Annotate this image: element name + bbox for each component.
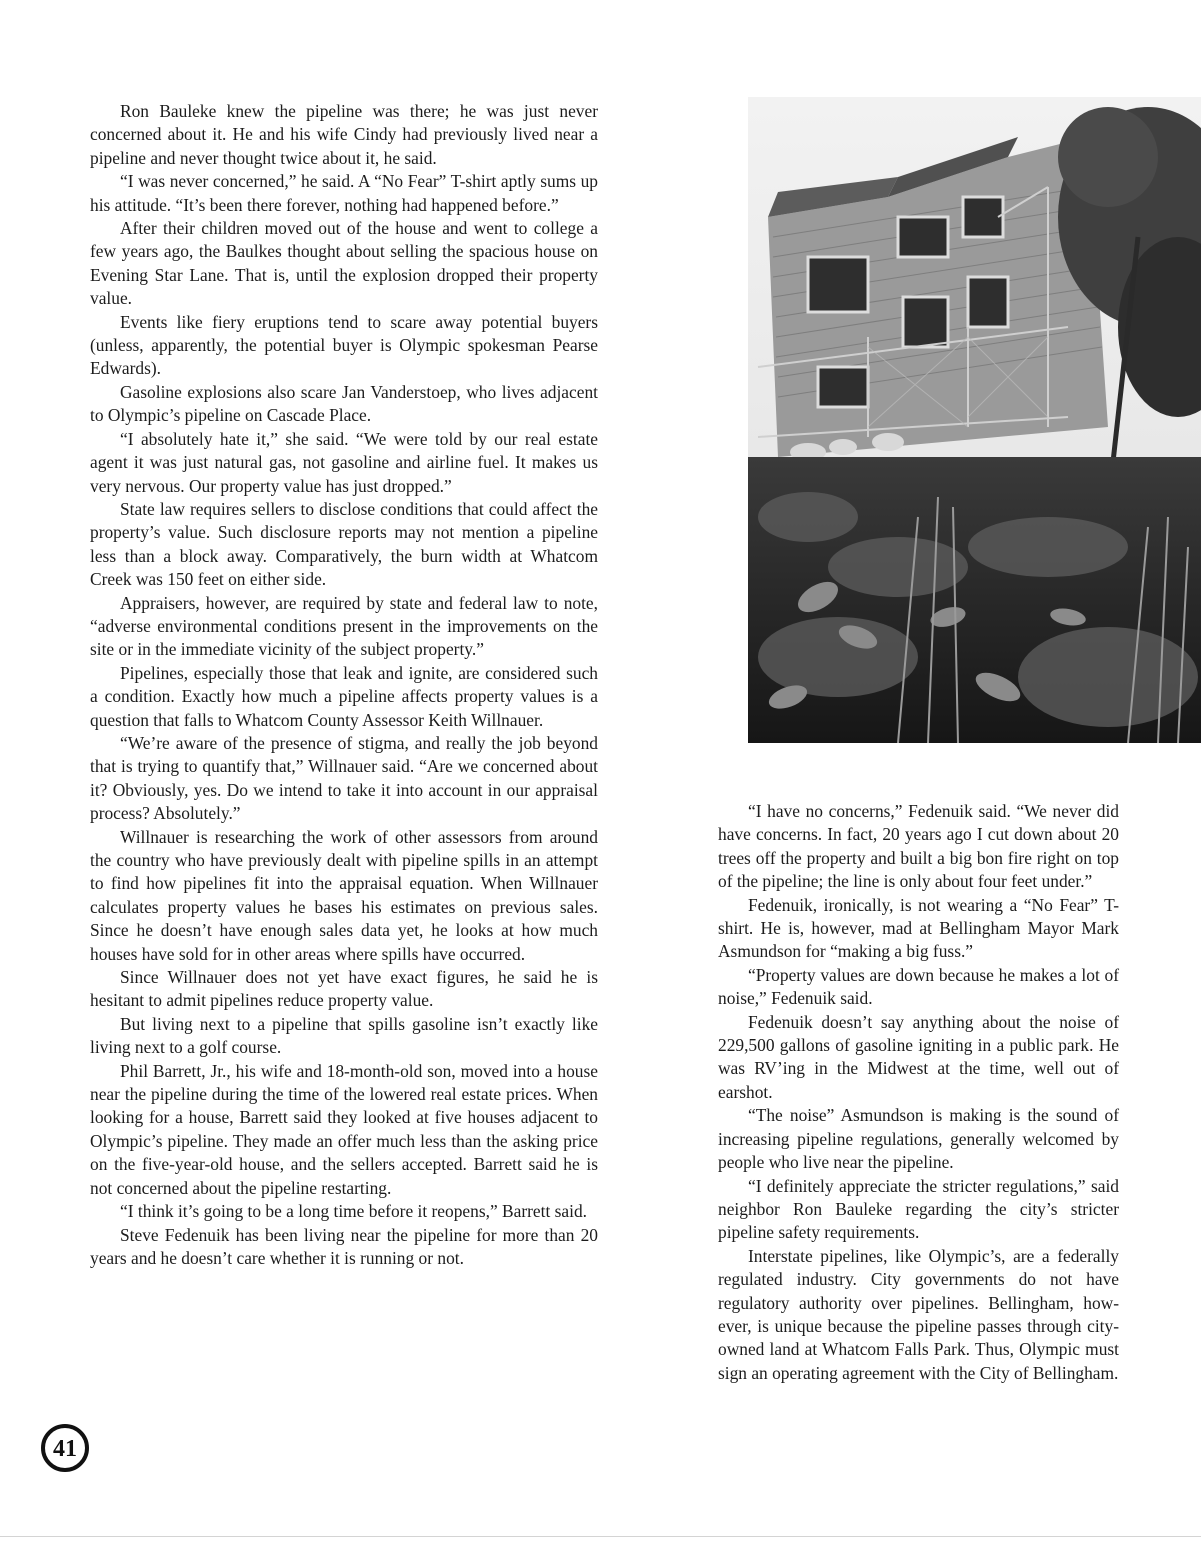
paragraph: “I have no concerns,” Fedenuik said. “We never did have concerns. In fact, 20 years ago I cut down about 20 trees off the property and built a big bon fire right on top of the pipeline; the line is only about four feet under.” bbox=[718, 801, 1119, 892]
paragraph: “We’re aware of the presence of stigma, and really the job beyond that is trying to quantify that,” Willnauer said. “Are we concerned about it? Obviously, yes. Do we intend to take it into account in our appraisal process? Absolutely.” bbox=[90, 732, 598, 824]
page-number: 41 bbox=[53, 1436, 77, 1462]
paragraph: “Property values are down because he makes a lot of noise,” Fedenuik said. bbox=[718, 964, 1119, 1009]
paragraph: After their children moved out of the house and went to college a few years ago, the Baulkes thought about selling the spacious house on Evening Star Lane. That is, until the explosion dropped their property value. bbox=[90, 218, 598, 309]
paragraph: Appraisers, however, are required by state and federal law to note, “adverse environmental conditions present in the improvements on the site or in the immediate vicinity of the subject property.” bbox=[90, 592, 598, 660]
house-photo bbox=[748, 97, 1201, 743]
paragraph: Interstate pipelines, like Olympic’s, are a federally regulated industry. City governments do not have regulatory authority over pipelines. Bellingham, however, is unique because the pipeline passes through city-owned land at Whatcom Falls Park. Thus, Olympic must sign an operating agreement with the City of Bellingham. bbox=[718, 1245, 1119, 1383]
paragraph: Pipelines, especially those that leak and ignite, are considered such a condition. Exactly how much a pipeline affects property values is a question that falls to Whatcom County Assessor Keith Willnauer. bbox=[90, 662, 598, 730]
paragraph: State law requires sellers to disclose conditions that could affect the property’s value. Such disclosure reports may not mention a pipeline less than a block away. Comparatively, the burn width at Whatcom Creek was 150 feet on either side. bbox=[90, 498, 598, 590]
bottom-divider bbox=[0, 1536, 1201, 1537]
paragraph: “I was never concerned,” he said. A “No Fear” T-shirt aptly sums up his attitude. “It’s been there forever, nothing had happened before.” bbox=[90, 171, 598, 215]
paragraph: But living next to a pipeline that spills gasoline isn’t exactly like living next to a golf course. bbox=[90, 1013, 598, 1058]
paragraph: Since Willnauer does not yet have exact figures, he said he is hesitant to admit pipelines reduce property value. bbox=[90, 967, 598, 1011]
paragraph: Fedenuik, ironically, is not wearing a “No Fear” T-shirt. He is, however, mad at Bellingham Mayor Mark Asmundson for “making a big fuss.” bbox=[718, 894, 1119, 962]
page-number-badge bbox=[40, 1423, 90, 1473]
paragraph: “I think it’s going to be a long time before it reopens,” Barrett said. bbox=[120, 1201, 588, 1222]
paragraph: “The noise” Asmundson is making is the sound of increasing pipeline regulations, generally welcomed by people who live near the pipeline. bbox=[718, 1105, 1119, 1173]
article-column-right bbox=[718, 800, 1119, 1385]
paragraph: Gasoline explosions also scare Jan Vanderstoep, who lives adjacent to Olympic’s pipeline on Cascade Place. bbox=[90, 381, 598, 426]
paragraph: “I absolutely hate it,” she said. “We were told by our real estate agent it was just natural gas, not gasoline and airline fuel. It makes us very nervous. Our property value has just dropped.” bbox=[90, 428, 598, 496]
article-column-left bbox=[90, 100, 598, 1270]
paragraph: Steve Fedenuik has been living near the pipeline for more than 20 years and he doesn’t care whether it is running or not. bbox=[90, 1224, 598, 1268]
paragraph: Ron Bauleke knew the pipeline was there; he was just never concerned about it. He and his wife Cindy had previously lived near a pipeline and never thought twice about it, he said. bbox=[90, 101, 598, 168]
paragraph: Fedenuik doesn’t say anything about the noise of 229,500 gallons of gasoline igniting in a public park. He was RV’ing in the Midwest at the time, well out of earshot. bbox=[718, 1011, 1119, 1102]
paragraph: Willnauer is researching the work of other assessors from around the country who have previously dealt with pipeline spills in an attempt to find how pipelines fit into the appraisal equation. When Willnauer calculates property values he bases his estimates on previous sales. Since he doesn’t have enough sales data yet, he looks at how much houses have sold for in other areas where spills have occurred. bbox=[90, 826, 598, 964]
paragraph: Phil Barrett, Jr., his wife and 18-month-old son, moved into a house near the pipeline during the time of the lowered real estate prices. When looking for a house, Barrett said they looked at five houses adjacent to Olympic’s pipeline. They made an offer much less than the asking price on the five-year-old house, and the sellers accepted. Barrett said he is not concerned about the pipeline restarting. bbox=[90, 1060, 598, 1198]
paragraph: Events like fiery eruptions tend to scare away potential buyers (unless, apparently, the potential buyer is Olympic spokesman Pearse Edwards). bbox=[90, 311, 598, 379]
paragraph: “I definitely appreciate the stricter regulations,” said neighbor Ron Bauleke regarding the city’s stricter pipeline safety requirements. bbox=[718, 1175, 1119, 1243]
